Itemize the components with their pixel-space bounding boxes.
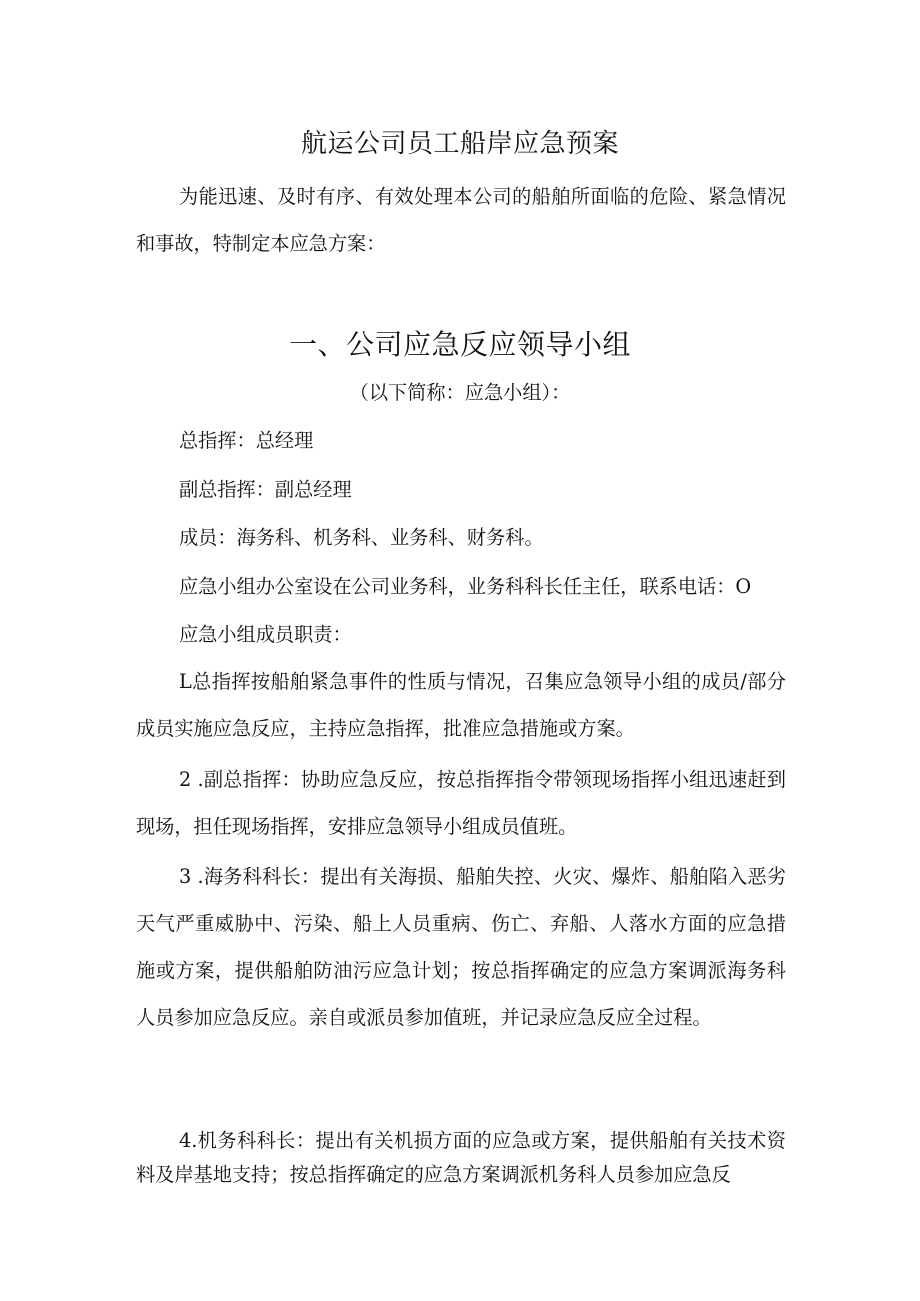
section-subtitle: （以下简称：应急小组）： <box>349 381 571 404</box>
office-contact-line: 应急小组办公室设在公司业务科，业务科科长任主任，联系电话：O <box>179 575 752 598</box>
members-line: 成员：海务科、机务科、业务科、财务科。 <box>179 526 544 549</box>
duty-paragraph-2: 2 .副总指挥：协助应急反应，按总指挥指令带领现场指挥小组迅速赶到现场，担任现场指挥，安排应急领导小组成员值班。 <box>136 768 786 838</box>
duty-paragraph-3: 3 .海务科科长：提出有关海损、船舶失控、火灾、爆炸、船舶陷入恶劣天气严重威胁中、污染、船上人员重病、伤亡、弃船、人落水方面的应急措施或方案，提供船舶防油污应急计划；按总指挥确定的应急方案调派海务科人员参加应急反应。亲自或派员参加值班，并记录应急反应全过程。 <box>136 865 786 1029</box>
document-title: 航运公司员工船岸应急预案 <box>300 129 619 159</box>
deputy-commander-line: 副总指挥：副总经理 <box>179 478 352 501</box>
intro-paragraph: 为能迅速、及时有序、有效处理本公司的船舶所面临的危险、紧急情况和事故，特制定本应急方案： <box>136 185 786 255</box>
duty-paragraph-1: L总指挥按船舶紧急事件的性质与情况，召集应急领导小组的成员/部分成员实施应急反应，主持应急指挥，批准应急措施或方案。 <box>136 670 786 740</box>
duties-heading-line: 应急小组成员职责： <box>179 623 352 646</box>
duty-paragraph-4: 4.机务科科长：提出有关机损方面的应急或方案，提供船舶有关技术资料及岸基地支持；按总指挥确定的应急方案调派机务科人员参加应急反 <box>136 1129 786 1186</box>
commander-line: 总指挥：总经理 <box>179 429 314 452</box>
section-heading: 一、公司应急反应领导小组 <box>288 328 631 361</box>
